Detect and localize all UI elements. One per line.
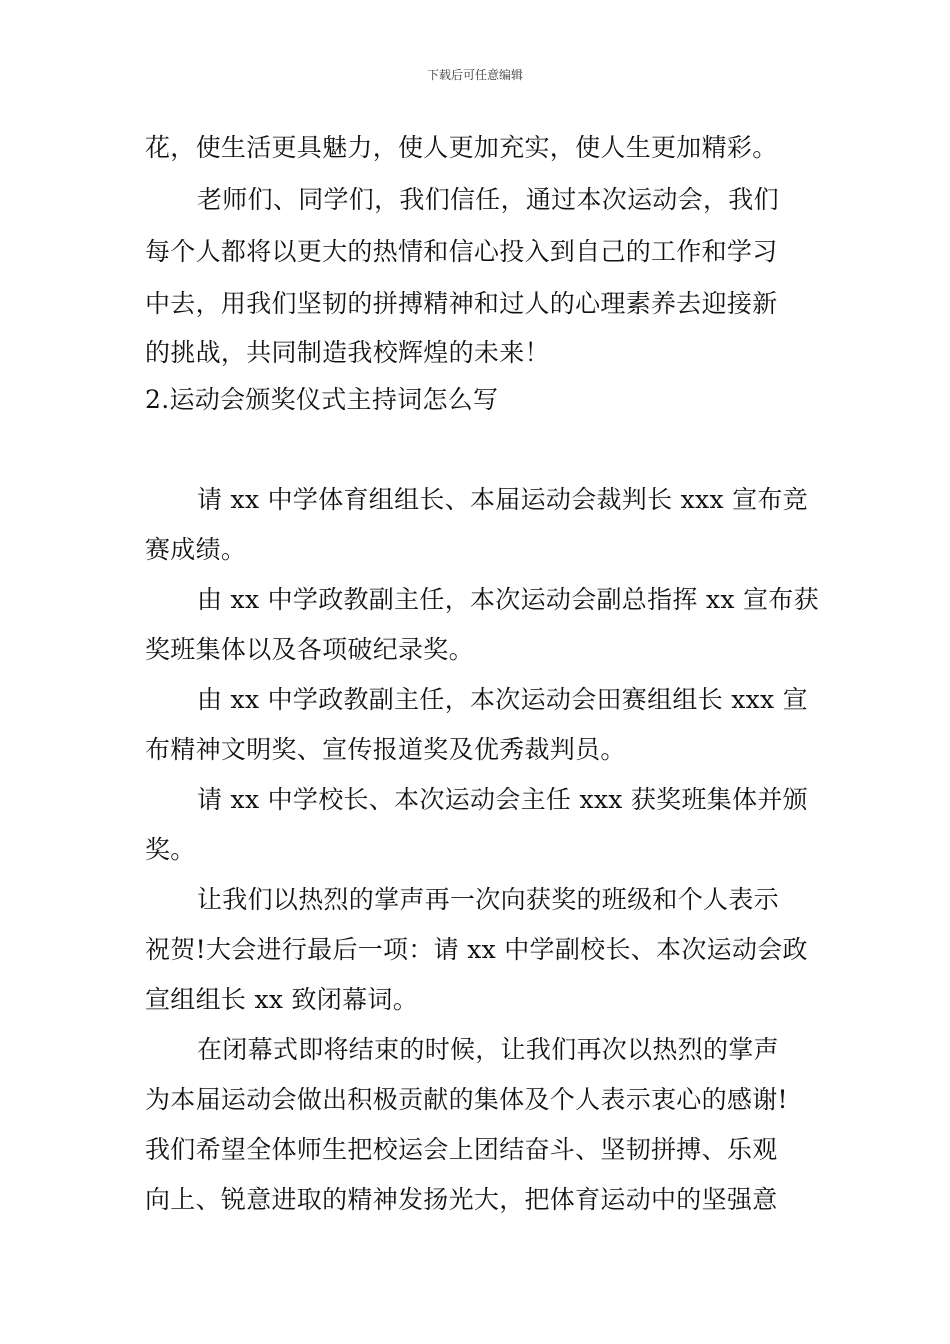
text-line: 由 xx 中学政教副主任，本次运动会副总指挥 xx 宣布获	[197, 585, 819, 614]
text-line: 老师们、同学们，我们信任，通过本次运动会，我们	[197, 185, 779, 214]
text-line: 向上、锐意进取的精神发扬光大，把体育运动中的坚强意	[145, 1185, 778, 1214]
text-line: 每个人都将以更大的热情和信心投入到自己的工作和学习	[145, 237, 778, 266]
text-line: 我们希望全体师生把校运会上团结奋斗、坚韧拼搏、乐观	[145, 1135, 778, 1164]
text-line: 布精神文明奖、宣传报道奖及优秀裁判员。	[145, 735, 626, 764]
text-line: 让我们以热烈的掌声再一次向获奖的班级和个人表示	[197, 885, 779, 914]
text-line: 奖。	[145, 835, 196, 864]
text-line: 请 xx 中学校长、本次运动会主任 xxx 获奖班集体并颁	[197, 785, 808, 814]
text-line: 的挑战，共同制造我校辉煌的未来！	[145, 338, 550, 367]
text-line: 为本届运动会做出积极贡献的集体及个人表示衷心的感谢!	[145, 1085, 788, 1114]
text-line: 花，使生活更具魅力，使人更加充实，使人生更加精彩。	[145, 133, 778, 162]
page-header: 下载后可任意编辑	[426, 68, 523, 82]
text-line: 由 xx 中学政教副主任，本次运动会田赛组组长 xxx 宣	[197, 685, 808, 714]
text-line: 奖班集体以及各项破纪录奖。	[145, 635, 474, 664]
text-line: 在闭幕式即将结束的时候，让我们再次以热烈的掌声	[197, 1035, 779, 1064]
text-line: 赛成绩。	[145, 535, 247, 564]
section-heading: 2.运动会颁奖仪式主持词怎么写	[145, 385, 499, 414]
text-line: 请 xx 中学体育组组长、本届运动会裁判长 xxx 宣布竞	[197, 485, 808, 514]
text-line: 祝贺!大会进行最后一项：请 xx 中学副校长、本次运动会政	[145, 935, 808, 964]
text-line: 宣组组长 xx 致闭幕词。	[145, 985, 418, 1014]
text-line: 中去，用我们坚韧的拼搏精神和过人的心理素养去迎接新	[145, 289, 778, 318]
